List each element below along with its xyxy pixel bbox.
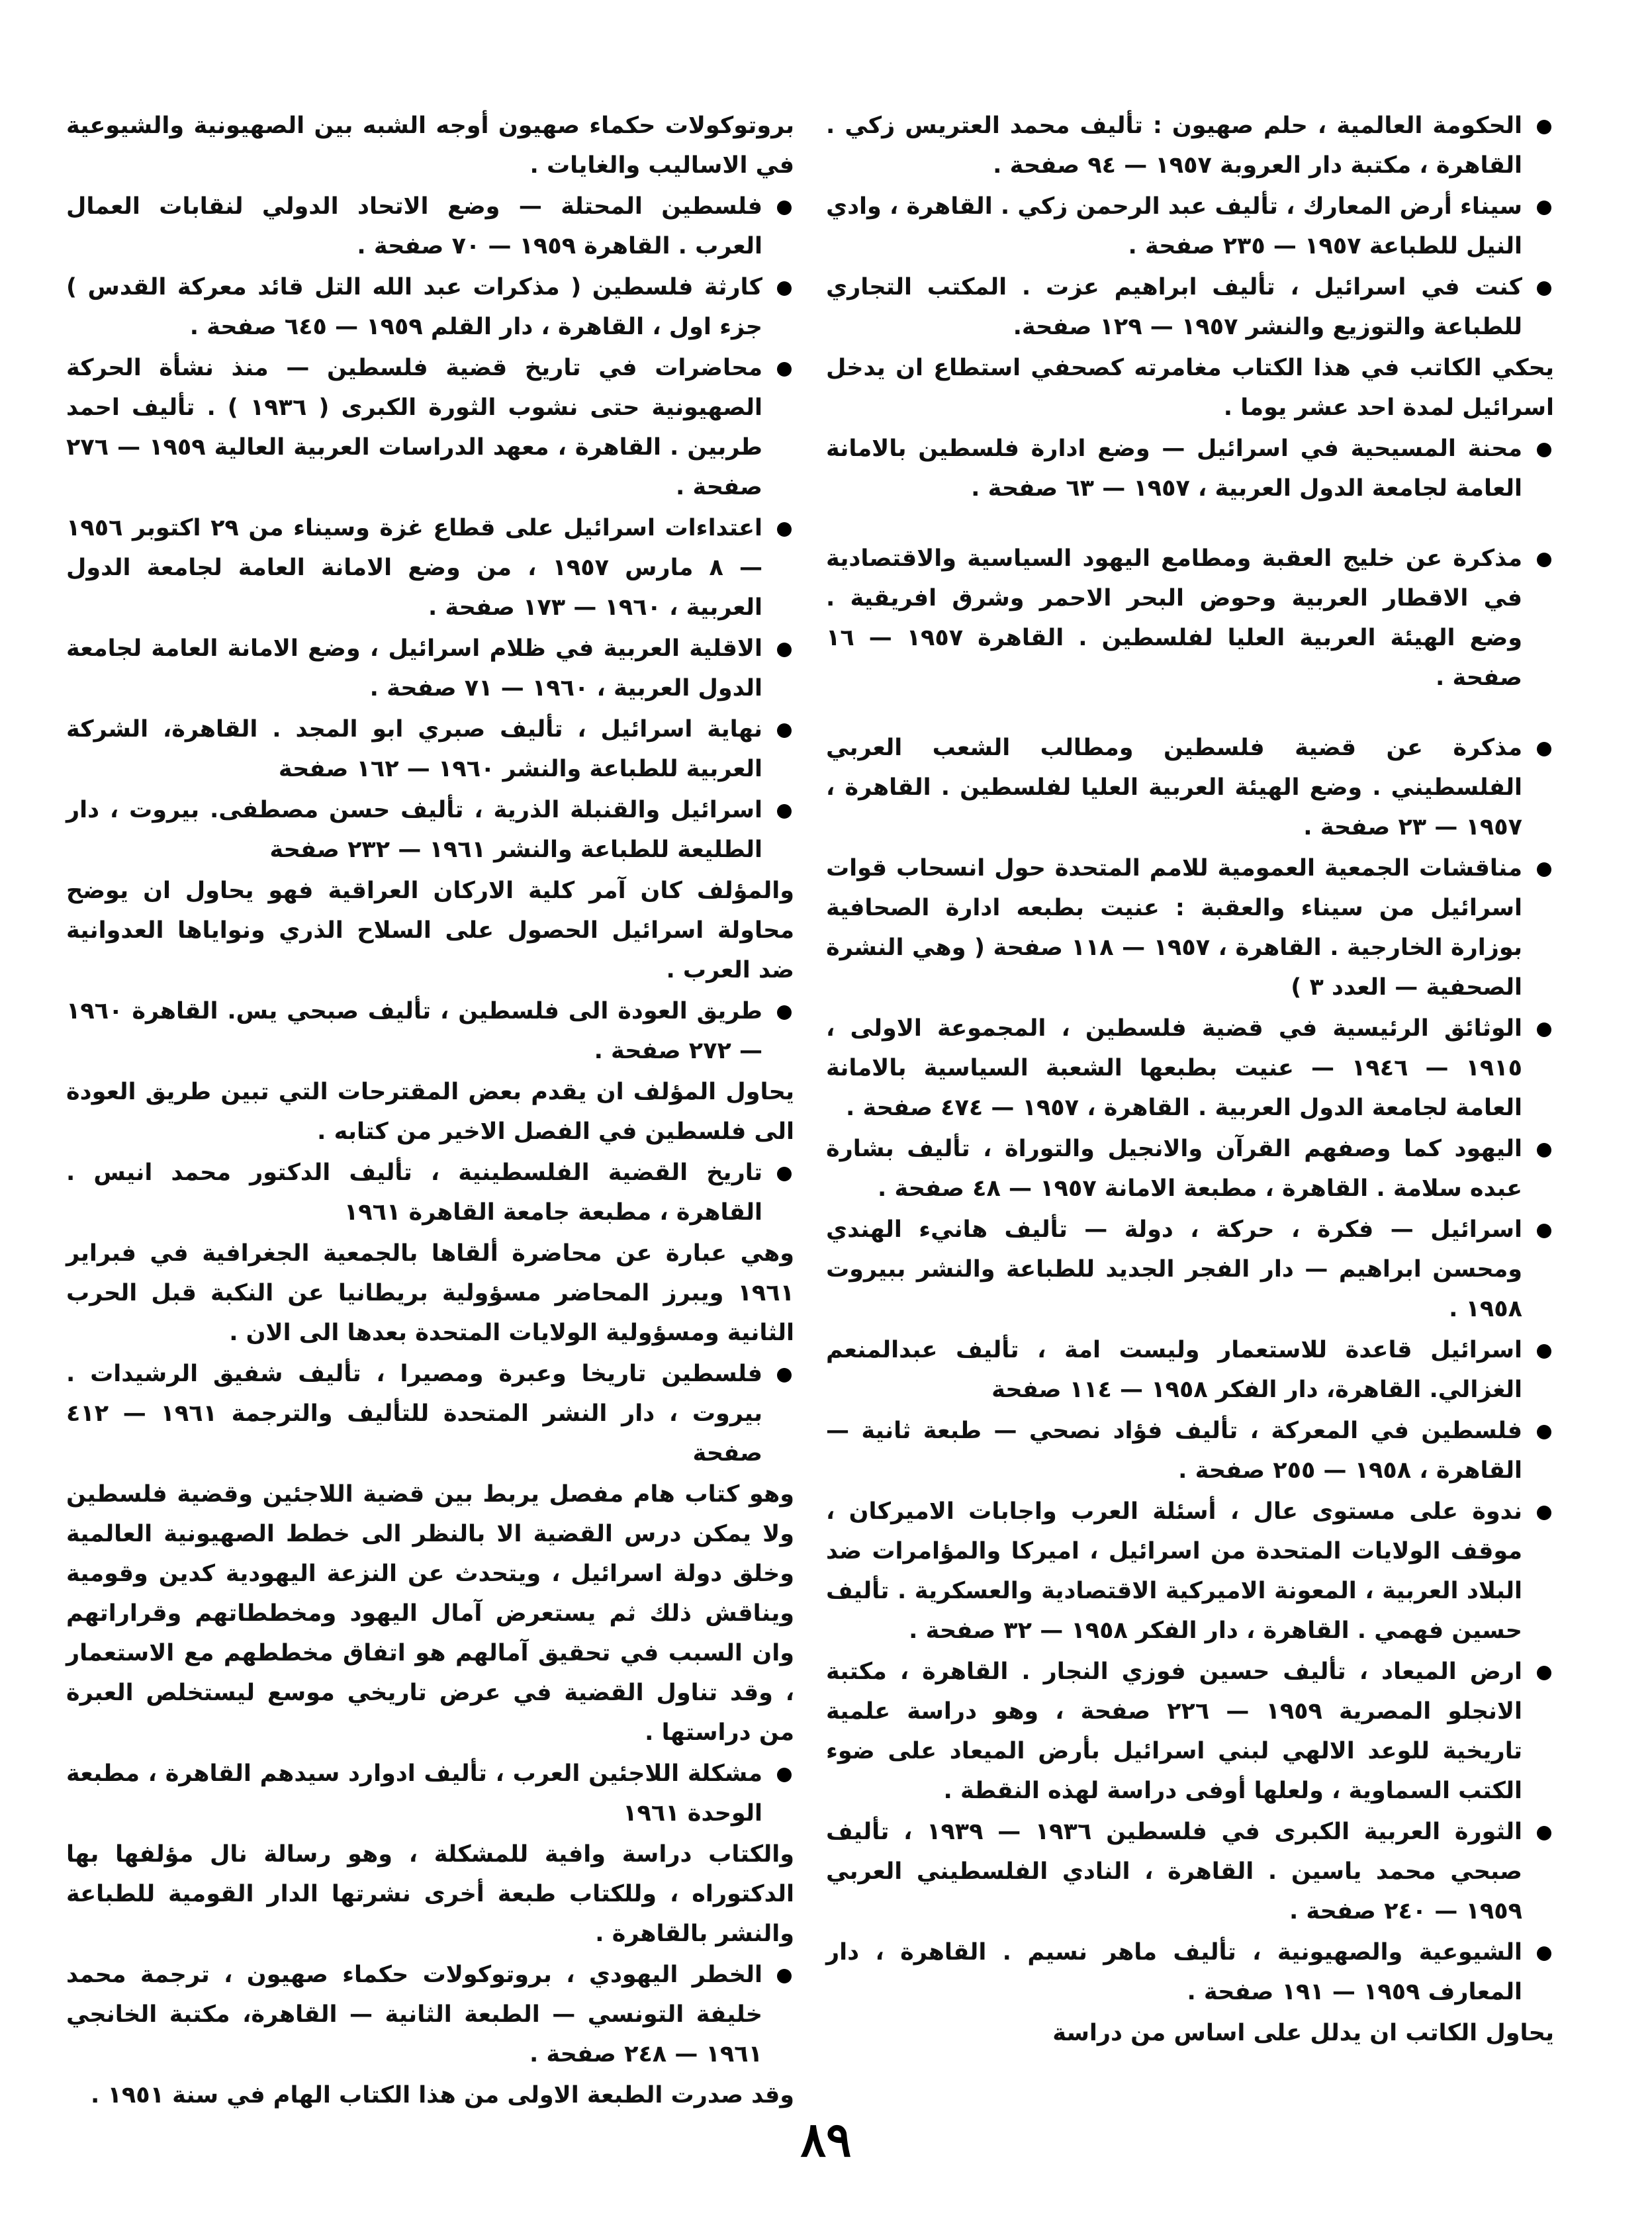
- bullet-icon: [777, 201, 792, 215]
- entry-text: الاقلية العربية في ظلام اسرائيل ، وضع الامانة العامة لجامعة الدول العربية ، ١٩٦٠ — ٧١ صفحة .: [66, 635, 762, 702]
- bibliography-entry: [66, 1354, 794, 1473]
- bullet-icon: [777, 1005, 792, 1020]
- bibliography-entry: [826, 728, 1554, 847]
- bullet-icon: [1537, 1022, 1551, 1037]
- entry-text: مناقشات الجمعية العمومية للامم المتحدة حول انسحاب قوات اسرائيل من سيناء والعقبة : عنيت بطبعه ادارة الصحافية بوزارة الخارجية . القاهرة ، ١٩٥٧ — ١١٨ صفحة ( وهي النشرة الصحفية — العدد ٣ ): [826, 855, 1523, 1001]
- entry-text: الوثائق الرئيسية في قضية فلسطين ، المجموعة الاولى ، ١٩١٥ — ١٩٤٦ — عنيت بطبعها الشعبة السياسية بالامانة العامة لجامعة الدول العربية . القاهرة ، ١٩٥٧ — ٤٧٤ صفحة .: [826, 1015, 1522, 1121]
- entry-note: [66, 106, 794, 185]
- bullet-icon: [1537, 553, 1551, 567]
- bibliography-entry: [826, 1009, 1554, 1128]
- bibliography-entry: [66, 187, 794, 266]
- entry-text: وقد صدرت الطبعة الاولى من هذا الكتاب الهام في سنة ١٩٥١ .: [91, 2082, 794, 2109]
- bullet-icon: [777, 1969, 792, 1983]
- entry-note: [66, 2075, 794, 2115]
- entry-text: اليهود كما وصفهم القرآن والانجيل والتوراة ، تأليف بشارة عبده سلامة . القاهرة ، مطبعة الامانة ١٩٥٧ — ٤٨ صفحة .: [826, 1136, 1522, 1202]
- bullet-icon: [777, 804, 792, 819]
- entry-text: فلسطين المحتلة — وضع الاتحاد الدولي لنقابات العمال العرب . القاهرة ١٩٥٩ — ٧٠ صفحة .: [66, 193, 762, 259]
- right-column: [826, 106, 1554, 2054]
- bibliography-entry: [826, 1812, 1554, 1931]
- bibliography-entry: [66, 629, 794, 708]
- entry-text: كنت في اسرائيل ، تأليف ابراهيم عزت . المكتب التجاري للطباعة والتوزيع والنشر ١٩٥٧ — ١٢٩ صفحة.: [826, 274, 1522, 340]
- entry-text: الشيوعية والصهيونية ، تأليف ماهر نسيم . القاهرة ، دار المعارف ١٩٥٩ — ١٩١ صفحة .: [826, 1939, 1522, 2005]
- bibliography-entry: [826, 1330, 1554, 1410]
- entry-text: اعتداءات اسرائيل على قطاع غزة وسيناء من ٢٩ اكتوبر ١٩٥٦ — ٨ مارس ١٩٥٧ ، من وضع الامانة العامة لجامعة الدول العربية ، ١٩٦٠ — ١٧٣ صفحة .: [66, 515, 762, 621]
- bibliography-entry: [66, 1754, 794, 1833]
- bibliography-entry: [66, 790, 794, 870]
- bullet-icon: [1537, 201, 1551, 215]
- bibliography-entry: [826, 187, 1554, 266]
- bibliography-entry: [66, 267, 794, 347]
- entry-note: [66, 1234, 794, 1353]
- entry-text: تاريخ القضية الفلسطينية ، تأليف الدكتور محمد انيس . القاهرة ، مطبعة جامعة القاهرة ١٩٦١: [66, 1159, 762, 1226]
- entry-text: سيناء أرض المعارك ، تأليف عبد الرحمن زكي . القاهرة ، وادي النيل للطباعة ١٩٥٧ — ٢٣٥ صفحة .: [826, 193, 1522, 259]
- bullet-icon: [1537, 1666, 1551, 1680]
- bibliography-entry: [66, 1955, 794, 2074]
- entry-text: فلسطين تاريخا وعبرة ومصيرا ، تأليف شفيق الرشيدات . بيروت ، دار النشر المتحدة للتأليف والترجمة ١٩٦١ — ٤١٢ صفحة: [66, 1361, 762, 1467]
- bibliography-entry: [826, 1932, 1554, 2012]
- entry-text: الثورة العربية الكبرى في فلسطين ١٩٣٦ — ١٩٣٩ ، تأليف صبحي محمد ياسين . القاهرة ، النادي الفلسطيني العربي ١٩٥٩ — ٢٤٠ صفحة .: [826, 1819, 1522, 1925]
- entry-text: محاضرات في تاريخ قضية فلسطين — منذ نشأة الحركة الصهيونية حتى نشوب الثورة الكبرى ( ١٩٣٦ ) . تأليف احمد طربين . القاهرة ، معهد الدراسات العربية العالية ١٩٥٩ — ٢٧٦ صفحة .: [66, 355, 762, 500]
- entry-text: وهي عبارة عن محاضرة ألقاها بالجمعية الجغرافية في فبراير ١٩٦١ ويبرز المحاضر مسؤولية بريطانيا عن النكبة قبل الحرب الثانية ومسؤولية الولايات المتحدة بعدها الى الان .: [66, 1240, 794, 1346]
- entry-text: بروتوكولات حكماء صهيون أوجه الشبه بين الصهيونية والشيوعية في الاساليب والغايات .: [66, 113, 794, 179]
- bibliography-entry: [66, 709, 794, 789]
- bibliography-entry: [826, 1210, 1554, 1329]
- bibliography-entry: [826, 1411, 1554, 1490]
- entry-text: الحكومة العالمية ، حلم صهيون : تأليف محمد العتريس زكي . القاهرة ، مكتبة دار العروبة ١٩٥٧ — ٩٤ صفحة .: [826, 113, 1522, 179]
- bullet-icon: [777, 362, 792, 377]
- left-column: [66, 106, 794, 2116]
- entry-note: [66, 1474, 794, 1752]
- bullet-icon: [1537, 1826, 1551, 1840]
- bibliography-entry: [66, 1153, 794, 1232]
- entry-text: مذكرة عن خليج العقبة ومطامع اليهود السياسية والاقتصادية في الاقطار العربية وحوض البحر الاحمر وشرق افريقية . وضع الهيئة العربية العليا لفلسطين . القاهرة ١٩٥٧ — ١٦ صفحة .: [826, 545, 1522, 691]
- entry-text: مشكلة اللاجئين العرب ، تأليف ادوارد سيدهم القاهرة ، مطبعة الوحدة ١٩٦١: [66, 1760, 762, 1827]
- entry-text: وهو كتاب هام مفصل يربط بين قضية اللاجئين وقضية فلسطين ولا يمكن درس القضية الا بالنظر الى خطط الصهيونية العالمية وخلق دولة اسرائيل ، ويتحدث عن النزعة اليهودية كدين وقومية ويناقش ذلك ثم يستعرض آمال اليهود ومخططاتهم وقراراتهم وان السبب في تحقيق آمالهم هو اتفاق مخططهم مع الاستعمار ، وقد تناول القضية في عرض تاريخي موسع ليستخلص العبرة من دراستها .: [66, 1481, 794, 1746]
- entry-text: اسرائيل — فكرة ، حركة ، دولة — تأليف هانيء الهندي ومحسن ابراهيم — دار الفجر الجديد للطباعة والنشر ببيروت ١٩٥٨ .: [826, 1216, 1522, 1322]
- bullet-icon: [1537, 1946, 1551, 1961]
- entry-note: [66, 1072, 794, 1152]
- entry-note: [66, 871, 794, 990]
- bullet-icon: [777, 1368, 792, 1383]
- entry-note: [66, 1835, 794, 1954]
- entry-text: والكتاب دراسة وافية للمشكلة ، وهو رسالة نال مؤلفها بها الدكتوراه ، وللكتاب طبعة أخرى نشرتها الدار القومية للطباعة والنشر بالقاهرة .: [66, 1841, 794, 1947]
- entry-note: [826, 348, 1554, 428]
- entry-note: [826, 2013, 1554, 2053]
- bibliography-entry: [826, 1129, 1554, 1208]
- entry-text: فلسطين في المعركة ، تأليف فؤاد نصحي — طبعة ثانية — القاهرة ، ١٩٥٨ — ٢٥٥ صفحة .: [826, 1418, 1522, 1484]
- bullet-icon: [1537, 862, 1551, 877]
- entry-text: اسرائيل قاعدة للاستعمار وليست امة ، تأليف عبدالمنعم الغزالي. القاهرة، دار الفكر ١٩٥٨ — ١١٤ صفحة: [826, 1337, 1522, 1403]
- bullet-icon: [1537, 1425, 1551, 1439]
- bibliography-entry: [826, 267, 1554, 347]
- entry-text: ندوة على مستوى عال ، أسئلة العرب واجابات الاميركان ، موقف الولايات المتحدة من اسرائيل ، اميركا والمؤامرات ضد البلاد العربية ، المعونة الاميركية الاقتصادية والعسكرية . تأليف حسين فهمي . القاهرة ، دار الفكر ١٩٥٨ — ٣٢ صفحة .: [826, 1498, 1522, 1644]
- entry-text: يحاول المؤلف ان يقدم بعض المقترحات التي تبين طريق العودة الى فلسطين في الفصل الاخير من كتابه .: [66, 1079, 794, 1145]
- bullet-icon: [1537, 120, 1551, 134]
- bibliography-entry: [826, 848, 1554, 1007]
- bullet-icon: [1537, 1506, 1551, 1520]
- entry-text: مذكرة عن قضية فلسطين ومطالب الشعب العربي الفلسطيني . وضع الهيئة العربية العليا لفلسطين . القاهرة ، ١٩٥٧ — ٢٣ صفحة .: [826, 735, 1522, 840]
- entry-text: ارض الميعاد ، تأليف حسين فوزي النجار . القاهرة ، مكتبة الانجلو المصرية ١٩٥٩ — ٢٢٦ صفحة ، وهو دراسة علمية تاريخية للوعد الالهي لبني اسرائيل بأرض الميعاد على ضوء الكتب السماوية ، ولعلها أوفى دراسة لهذه النقطة .: [826, 1658, 1522, 1804]
- bullet-icon: [777, 522, 792, 537]
- bullet-icon: [1537, 443, 1551, 457]
- bullet-icon: [1537, 1143, 1551, 1157]
- entry-text: طريق العودة الى فلسطين ، تأليف صبحي يس. القاهرة ١٩٦٠ — ٢٧٢ صفحة .: [66, 998, 762, 1064]
- section-gap: [826, 510, 1554, 539]
- entry-text: نهاية اسرائيل ، تأليف صبري ابو المجد . القاهرة، الشركة العربية للطباعة والنشر ١٩٦٠ — ١٦٢ صفحة: [66, 716, 762, 782]
- bullet-icon: [777, 1768, 792, 1782]
- entry-text: والمؤلف كان آمر كلية الاركان العراقية فهو يحاول ان يوضح محاولة اسرائيل الحصول على السلاح الذري ونواياها العدوانية ضد العرب .: [66, 878, 794, 983]
- bibliography-entry: [826, 106, 1554, 185]
- bullet-icon: [1537, 1344, 1551, 1359]
- page-number: ٨٩: [800, 2111, 852, 2167]
- entry-text: اسرائيل والقنبلة الذرية ، تأليف حسن مصطفى. بيروت ، دار الطليعة للطباعة والنشر ١٩٦١ — ٢٣٢ صفحة: [66, 797, 762, 863]
- bibliography-entry: [826, 1492, 1554, 1651]
- entry-text: يحكي الكاتب في هذا الكتاب مغامرته كصحفي استطاع ان يدخل اسرائيل لمدة احد عشر يوما .: [826, 355, 1554, 421]
- entry-text: محنة المسيحية في اسرائيل — وضع ادارة فلسطين بالامانة العامة لجامعة الدول العربية ، ١٩٥٧ — ٦٣ صفحة .: [826, 435, 1522, 502]
- bullet-icon: [1537, 1224, 1551, 1238]
- entry-text: يحاول الكاتب ان يدلل على اساس من دراسة: [1052, 2020, 1554, 2046]
- bullet-icon: [1537, 742, 1551, 756]
- bullet-icon: [1537, 281, 1551, 296]
- bibliography-entry: [826, 429, 1554, 508]
- entry-text: الخطر اليهودي ، بروتوكولات حكماء صهيون ، ترجمة محمد خليفة التونسي — الطبعة الثانية — القاهرة، مكتبة الخانجي ١٩٦١ — ٢٤٨ صفحة .: [66, 1962, 762, 2067]
- bibliography-entry: [826, 1652, 1554, 1811]
- bibliography-entry: [826, 539, 1554, 698]
- bullet-icon: [777, 1167, 792, 1181]
- bibliography-entry: [66, 508, 794, 627]
- bullet-icon: [777, 281, 792, 296]
- bibliography-entry: [66, 991, 794, 1071]
- entry-text: كارثة فلسطين ( مذكرات عبد الله التل قائد معركة القدس ) جزء اول ، القاهرة ، دار القلم ١٩٥٩ — ٦٤٥ صفحة .: [66, 274, 762, 340]
- section-gap: [826, 699, 1554, 728]
- bullet-icon: [777, 723, 792, 738]
- bullet-icon: [777, 643, 792, 657]
- bibliography-entry: [66, 348, 794, 507]
